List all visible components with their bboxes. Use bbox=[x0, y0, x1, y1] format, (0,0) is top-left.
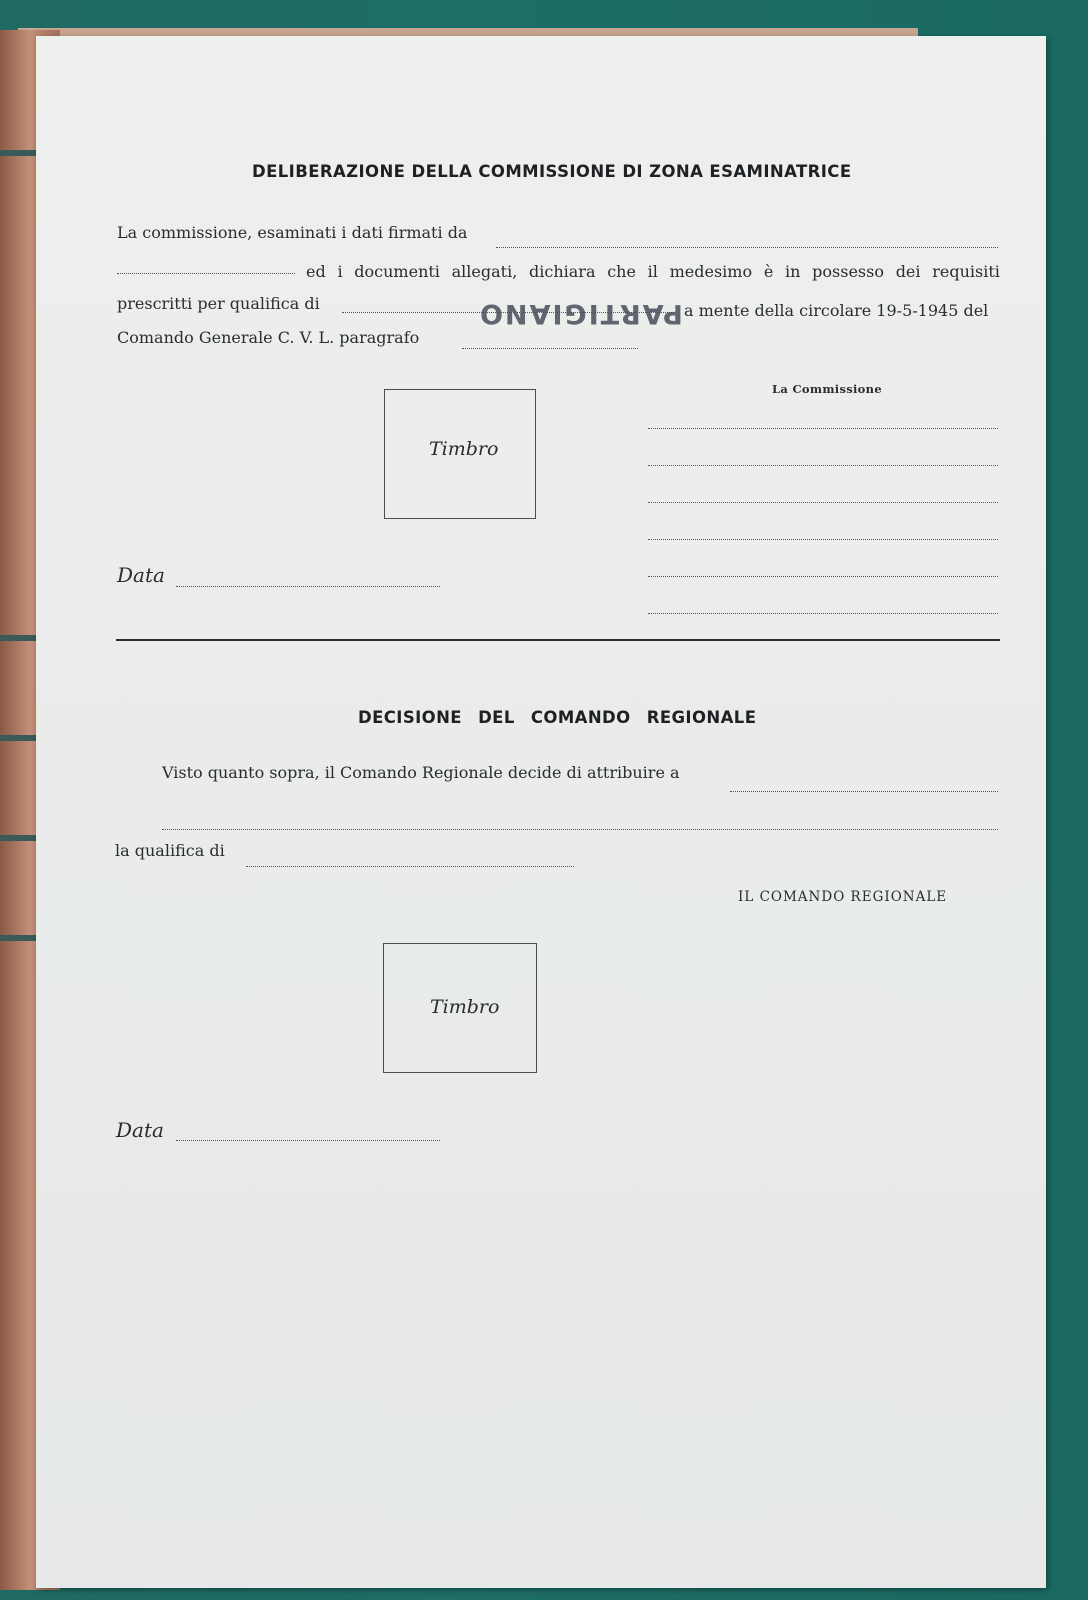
section1-line4: Comando Generale C. V. L. paragrafo bbox=[117, 328, 420, 347]
section1-date-field[interactable] bbox=[176, 586, 440, 587]
regional-command-label: IL COMANDO REGIONALE bbox=[738, 889, 948, 905]
section1-line2-word: dei bbox=[895, 262, 921, 281]
section2-date-field[interactable] bbox=[176, 1140, 440, 1141]
section1-date-label: Data bbox=[117, 563, 165, 587]
section1-line2-word: il bbox=[647, 262, 658, 281]
section1-line2 bbox=[306, 262, 1000, 281]
document-page bbox=[36, 36, 1046, 1588]
section2-line3: la qualifica di bbox=[115, 841, 225, 860]
commission-signature-line[interactable] bbox=[648, 539, 998, 540]
stamp-box-label: Timbro bbox=[429, 438, 499, 460]
commission-signature-line[interactable] bbox=[648, 613, 998, 614]
section1-line2-word: ed bbox=[306, 262, 326, 281]
signer-name-field[interactable] bbox=[496, 247, 998, 248]
section1-line3-end: a mente della circolare 19-5-1945 del bbox=[684, 301, 989, 320]
section2-title: DECISIONE DEL COMANDO REGIONALE bbox=[358, 708, 757, 727]
section1-title: DELIBERAZIONE DELLA COMMISSIONE DI ZONA ESAMINATRICE bbox=[252, 162, 852, 181]
section1-line2-word: dichiara bbox=[529, 262, 596, 281]
section1-line2-word: medesimo bbox=[669, 262, 753, 281]
recipient-field[interactable] bbox=[730, 791, 998, 792]
paragraph-field[interactable] bbox=[462, 348, 638, 349]
section2-line1: Visto quanto sopra, il Comando Regionale decide di attribuire a bbox=[162, 763, 680, 782]
section1-line2-word: è bbox=[763, 262, 774, 281]
section1-line2-word: in bbox=[785, 262, 801, 281]
partigiano-stamp: PARTIGIANO bbox=[478, 298, 683, 329]
section2-date-label: Data bbox=[116, 1118, 164, 1142]
commission-signature-line[interactable] bbox=[648, 502, 998, 503]
section1-line2-word: i bbox=[337, 262, 343, 281]
recipient-field-continued[interactable] bbox=[162, 829, 998, 830]
commission-signature-line[interactable] bbox=[648, 465, 998, 466]
section1-line2-word: requisiti bbox=[932, 262, 1000, 281]
signer-name-field-continued[interactable] bbox=[117, 273, 295, 274]
commission-label: La Commissione bbox=[772, 382, 882, 396]
section1-line2-word: allegati, bbox=[451, 262, 518, 281]
section1-line1: La commissione, esaminati i dati firmati da bbox=[117, 223, 468, 242]
section-divider bbox=[116, 639, 1000, 641]
section1-line2-word: che bbox=[607, 262, 636, 281]
commission-signature-line[interactable] bbox=[648, 576, 998, 577]
assigned-qualification-field[interactable] bbox=[246, 866, 574, 867]
commission-signature-line[interactable] bbox=[648, 428, 998, 429]
section1-line2-word: documenti bbox=[354, 262, 440, 281]
stamp-box-label: Timbro bbox=[430, 996, 500, 1018]
section1-line2-word: possesso bbox=[812, 262, 884, 281]
section1-line3-start: prescritti per qualifica di bbox=[117, 294, 320, 313]
